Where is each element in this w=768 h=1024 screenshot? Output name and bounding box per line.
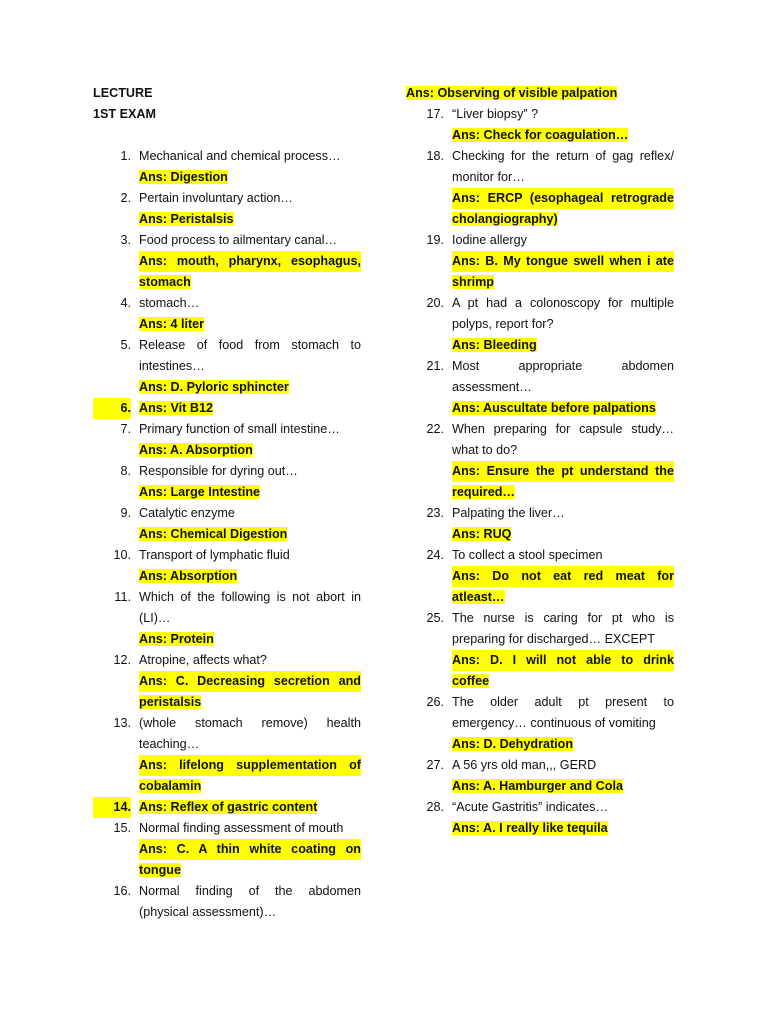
- answer-line: [139, 377, 361, 398]
- question-text: Catalytic enzyme: [139, 506, 235, 520]
- answer-line: [452, 125, 674, 146]
- question-text: Checking for the return of gag reflex/: [452, 149, 674, 163]
- answer-text: atleast…: [452, 590, 505, 604]
- answer-line: [139, 209, 361, 230]
- question-number: 12.: [113, 653, 131, 667]
- question-text: Food process to ailmentary canal…: [139, 233, 338, 247]
- answer-text: stomach: [139, 275, 191, 289]
- question-number: 2.: [120, 191, 131, 205]
- question-number: 28.: [426, 800, 444, 814]
- question-number: 7.: [120, 422, 131, 436]
- answer-line: [139, 839, 361, 860]
- question-text: “Acute Gastritis” indicates…: [452, 800, 609, 814]
- answer-text: Ans: Peristalsis: [139, 212, 234, 226]
- question-item: [93, 188, 361, 230]
- question-number: 18.: [426, 149, 444, 163]
- answer-line: [452, 188, 674, 209]
- question-text: Atropine, affects what?: [139, 653, 267, 667]
- answer-line: [139, 776, 361, 797]
- answer-line: [139, 860, 361, 881]
- question-text: preparing for discharged… EXCEPT: [452, 632, 655, 646]
- answer-line: [452, 650, 674, 671]
- answer-text: Ans: RUQ: [452, 527, 512, 541]
- question-item: [93, 881, 361, 923]
- answer-line: [452, 524, 674, 545]
- answer-line: [452, 251, 674, 272]
- question-item: [406, 608, 674, 692]
- question-number: 10.: [113, 548, 131, 562]
- question-text: Transport of lymphatic fluid: [139, 548, 290, 562]
- answer-line: [452, 587, 674, 608]
- answer-line: [452, 818, 674, 839]
- question-number: 5.: [120, 338, 131, 352]
- question-number: 15.: [113, 821, 131, 835]
- question-number: 13.: [113, 716, 131, 730]
- question-item: [406, 545, 674, 608]
- answer-text: Ans: A. Absorption: [139, 443, 253, 457]
- answer-text: Ans: B. My tongue swell when i ate: [452, 251, 674, 272]
- answer-line: [139, 167, 361, 188]
- question-number: 4.: [120, 296, 131, 310]
- answer-line: [139, 314, 361, 335]
- question-text: To collect a stool specimen: [452, 548, 603, 562]
- answer-text: cobalamin: [139, 779, 202, 793]
- question-number: 27.: [426, 758, 444, 772]
- answer-line: [452, 398, 674, 419]
- question-item: [406, 419, 674, 503]
- answer-text: peristalsis: [139, 695, 202, 709]
- question-text: emergency… continuous of vomiting: [452, 716, 656, 730]
- question-number: 22.: [426, 422, 444, 436]
- answer-text: Ans: A. I really like tequila: [452, 821, 608, 835]
- answer-line: [452, 272, 674, 293]
- question-text: (physical assessment)…: [139, 905, 277, 919]
- answer-line: [139, 692, 361, 713]
- question-text: Normal finding assessment of mouth: [139, 821, 344, 835]
- question-number: 8.: [120, 464, 131, 478]
- question-number: 16.: [113, 884, 131, 898]
- question-item: [93, 650, 361, 713]
- question-item: [406, 293, 674, 356]
- question-item: [93, 797, 361, 818]
- answer-line: [139, 398, 361, 419]
- question-item: [93, 818, 361, 881]
- question-item: [93, 335, 361, 398]
- answer-text: Ans: D. Pyloric sphincter: [139, 380, 289, 394]
- question-number: 21.: [426, 359, 444, 373]
- question-text: assessment…: [452, 380, 532, 394]
- answer-text: Ans: Vit B12: [139, 401, 213, 415]
- answer-line: Ans: Observing of visible palpation: [406, 86, 618, 100]
- answer-text: Ans: Do not eat red meat for: [452, 566, 674, 587]
- question-text: The older adult pt present to: [452, 695, 674, 709]
- question-item: [93, 293, 361, 335]
- question-number: 25.: [426, 611, 444, 625]
- question-text: polyps, report for?: [452, 317, 554, 331]
- question-text: monitor for…: [452, 170, 525, 184]
- question-item: [406, 503, 674, 545]
- question-text: Normal finding of the abdomen: [139, 884, 361, 898]
- question-item: [406, 755, 674, 797]
- answer-text: Ans: C. Decreasing secretion and: [139, 671, 361, 692]
- question-item: [406, 797, 674, 839]
- question-text: Which of the following is not abort in: [139, 590, 361, 604]
- question-text: A pt had a colonoscopy for multiple: [452, 296, 674, 310]
- question-text: The nurse is caring for pt who is: [452, 611, 674, 625]
- answer-text: Ans: Protein: [139, 632, 214, 646]
- answer-line: [452, 671, 674, 692]
- answer-line: [452, 209, 674, 230]
- question-item: [93, 461, 361, 503]
- question-item: [406, 104, 674, 146]
- lecture-title: LECTURE: [93, 86, 153, 100]
- answer-text: tongue: [139, 863, 181, 877]
- question-text: When preparing for capsule study…: [452, 422, 674, 436]
- answer-text: required…: [452, 485, 515, 499]
- answer-line: [452, 482, 674, 503]
- answer-line: [139, 755, 361, 776]
- question-text: intestines…: [139, 359, 205, 373]
- question-item: [406, 146, 674, 230]
- question-item: [406, 230, 674, 293]
- question-item: [93, 503, 361, 545]
- answer-text: Ans: D. Dehydration: [452, 737, 574, 751]
- question-item: [93, 545, 361, 587]
- answer-line: [139, 629, 361, 650]
- question-number: 20.: [426, 296, 444, 310]
- answer-line: [452, 566, 674, 587]
- spacer: [93, 125, 361, 146]
- question-text: (LI)…: [139, 611, 171, 625]
- answer-text: Ans: Digestion: [139, 170, 228, 184]
- answer-text: Ans: Large Intestine: [139, 485, 261, 499]
- question-text: teaching…: [139, 737, 200, 751]
- question-list-right: [406, 104, 674, 839]
- answer-text: Ans: A. Hamburger and Cola: [452, 779, 623, 793]
- answer-text: Ans: ERCP (esophageal retrograde: [452, 188, 674, 209]
- question-text: Pertain involuntary action…: [139, 191, 294, 205]
- question-list-left: [93, 146, 361, 923]
- question-text: stomach…: [139, 296, 200, 310]
- question-number: 1.: [120, 149, 131, 163]
- answer-line: [452, 461, 674, 482]
- question-item: [93, 230, 361, 293]
- question-item: [93, 713, 361, 797]
- answer-text: Ans: C. A thin white coating on: [139, 839, 361, 860]
- answer-text: Ans: Check for coagulation…: [452, 128, 629, 142]
- question-text: Primary function of small intestine…: [139, 422, 340, 436]
- answer-line: [139, 251, 361, 272]
- question-text: Responsible for dyring out…: [139, 464, 298, 478]
- answer-text: Ans: Auscultate before palpations: [452, 401, 656, 415]
- answer-text: Ans: mouth, pharynx, esophagus,: [139, 251, 361, 272]
- question-number: 19.: [426, 233, 444, 247]
- question-item: [93, 419, 361, 461]
- answer-text: Ans: Absorption: [139, 569, 238, 583]
- question-text: Most appropriate abdomen: [452, 359, 674, 373]
- answer-text: Ans: Reflex of gastric content: [139, 800, 318, 814]
- answer-line: [139, 566, 361, 587]
- question-number: 24.: [426, 548, 444, 562]
- answer-text: Ans: D. I will not able to drink: [452, 650, 674, 671]
- question-number: 11.: [114, 590, 131, 604]
- question-number: 14.: [93, 797, 131, 818]
- question-item: [93, 398, 361, 419]
- answer-line: [139, 797, 361, 818]
- question-number: 6.: [93, 398, 131, 419]
- answer-line: [139, 272, 361, 293]
- answer-line: [139, 671, 361, 692]
- question-number: 9.: [120, 506, 131, 520]
- question-item: [93, 146, 361, 188]
- answer-line: [139, 440, 361, 461]
- right-column: [406, 83, 674, 839]
- question-text: (whole stomach remove) health: [139, 716, 361, 730]
- answer-text: cholangiography): [452, 212, 558, 226]
- answer-line: [452, 734, 674, 755]
- answer-text: shrimp: [452, 275, 494, 289]
- question-text: what to do?: [452, 443, 518, 457]
- answer-text: Ans: lifelong supplementation of: [139, 755, 361, 776]
- answer-line: [452, 335, 674, 356]
- question-text: “Liver biopsy” ?: [452, 107, 539, 121]
- answer-text: Ans: 4 liter: [139, 317, 205, 331]
- question-number: 17.: [426, 107, 444, 121]
- question-item: [93, 587, 361, 650]
- question-number: 26.: [426, 695, 444, 709]
- question-text: A 56 yrs old man,,, GERD: [452, 758, 597, 772]
- question-item: [406, 356, 674, 419]
- question-number: 3.: [120, 233, 131, 247]
- answer-line: [139, 524, 361, 545]
- question-text: Iodine allergy: [452, 233, 527, 247]
- question-number: 23.: [426, 506, 444, 520]
- answer-text: Ans: Chemical Digestion: [139, 527, 288, 541]
- answer-text: coffee: [452, 674, 490, 688]
- answer-text: Ans: Ensure the pt understand the: [452, 461, 674, 482]
- question-text: Palpating the liver…: [452, 506, 565, 520]
- left-column: [93, 83, 361, 923]
- answer-text: Ans: Bleeding: [452, 338, 537, 352]
- question-item: [406, 692, 674, 755]
- exam-title: 1ST EXAM: [93, 107, 156, 121]
- question-text: Release of food from stomach to: [139, 338, 361, 352]
- answer-line: [139, 482, 361, 503]
- answer-line: [452, 776, 674, 797]
- question-text: Mechanical and chemical process…: [139, 149, 341, 163]
